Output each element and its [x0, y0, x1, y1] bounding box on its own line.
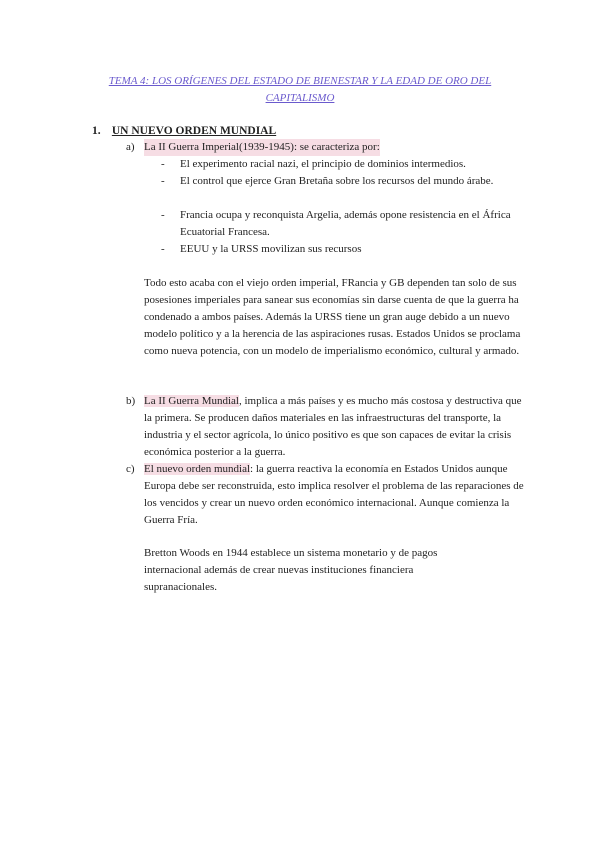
document-page: TEMA 4: LOS ORÍGENES DEL ESTADO DE BIENESTAR Y LA EDAD DE ORO DEL CAPITALISMO 1. UN NUEVO ORDEN MUNDIAL a) La II Guerra Imperial(1939-1945): se caracteriza por: - El experimento racial nazi, el principio de dominios intermedios. - El control que ejerce Gran Bretaña sobre los recursos del mundo árabe. - Francia ocupa y reconquista Argelia, además opone resistencia en el África Ecuatorial Francesa. - EEUU y la URSS movilizan sus recursos Todo esto acaba con el viejo orden imperial, FRancia y GB dependen tan solo de sus posesiones imperiales para sanear sus economías sin darse cuenta de que la guerra ha condenado a ambos países. Además la URSS tiene un gran auge debido a un nuevo modelo político y a la herencia de las aspiraciones rusas. Estados Unidos se proclama como nueva potencia, con un modelo de imperialismo económico, cultural y armado. b) La II Guerra Mundial, implica a más países y es mucho más costosa y destructiva que la primera. Se producen daños materiales en las infraestructuras del transporte, la industria y el sector agrícola, lo único positivo es que son capaces de evitar la crisis económica posterior a la guerra. c) El nuevo orden mundial: la guerra reactiva la economía en Estados Unidos aunque Europa debe ser reconstruida, esto implica resolver el problema de las reparaciones de los vencidos y crear un nuevo orden económico internacional. Aunque comienza la Guerra Fría. Bretton Woods en 1944 establece un sistema monetario y de pagos internacional además de crear nuevas instituciones financiera supranacionales. [0, 0, 600, 848]
bullet-text: EEUU y la URSS movilizan sus recursos [180, 243, 362, 255]
list-item-b [144, 393, 532, 461]
item-c-label: El nuevo orden mundial [144, 463, 251, 475]
section-number: 1. [92, 125, 101, 137]
item-b-label: La II Guerra Mundial [144, 395, 239, 407]
bullet-text: Francia ocupa y reconquista Argelia, además opone resistencia en el África Ecuatorial Francesa. [180, 209, 511, 238]
section-heading [92, 123, 276, 139]
item-c-text: : la guerra reactiva la economía en Estados Unidos aunque Europa debe ser reconstruida, esto implica resolver el problema de las reparaciones de los vencidos y crear un nuevo orden económico internacional. Aunque comienza la Guerra Fría. [144, 463, 524, 526]
paragraph-imperial-order: Todo esto acaba con el viejo orden imperial, FRancia y GB dependen tan solo de sus posesiones imperiales para sanear sus economías sin darse cuenta de que la guerra ha condenado a ambos países. Además la URSS tiene un gran auge debido a un nuevo modelo político y a la herencia de las aspiraciones rusas. Estados Unidos se proclama como nueva potencia, con un modelo de imperialismo económico, cultural y armado. [144, 277, 521, 357]
bullet-text: El control que ejerce Gran Bretaña sobre los recursos del mundo árabe. [180, 175, 494, 187]
item-b-text: , implica a más países y es mucho más costosa y destructiva que la primera. Se producen daños materiales en las infraestructuras del transporte, la industria y el sector agrícola, lo único positivo es que son capaces de evitar la crisis económica posterior a la guerra. [144, 395, 522, 458]
bullet-text: El experimento racial nazi, el principio de dominios intermedios. [180, 158, 466, 170]
list-item-c [144, 461, 532, 529]
item-a-label: La II Guerra Imperial(1939-1945): se caracteriza por: [144, 139, 380, 156]
document-title: TEMA 4: LOS ORÍGENES DEL ESTADO DE BIENESTAR Y LA EDAD DE ORO DEL CAPITALISMO [108, 75, 492, 104]
paragraph-bretton-woods: Bretton Woods en 1944 establece un sistema monetario y de pagos internacional además de crear nuevas instituciones financiera supranacionales. [144, 547, 438, 593]
item-marker: c) [126, 463, 135, 475]
section-heading-text: UN NUEVO ORDEN MUNDIAL [111, 125, 277, 137]
item-marker: a) [126, 141, 135, 153]
item-marker: b) [126, 395, 136, 407]
